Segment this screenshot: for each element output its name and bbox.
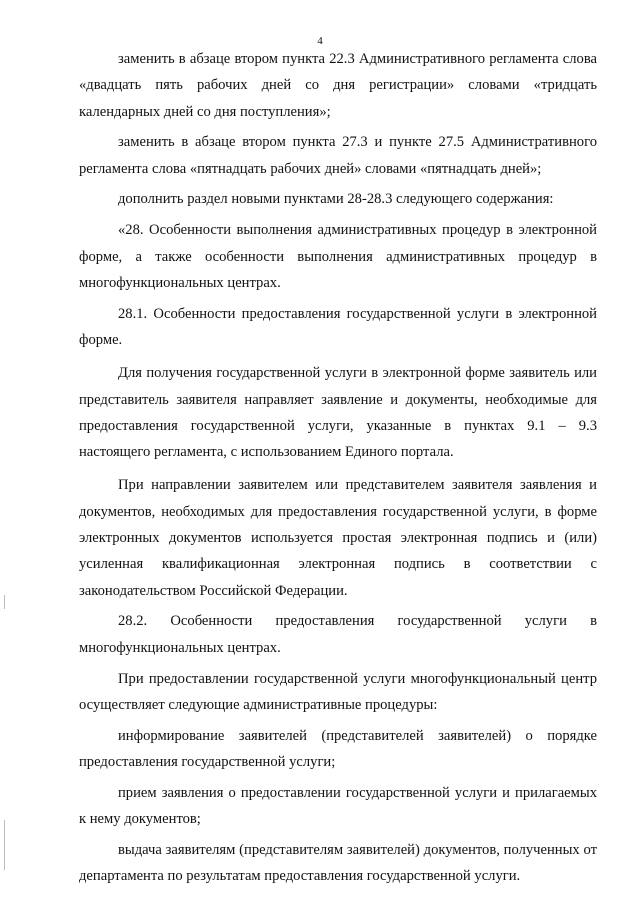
paragraph-electronic-submission: Для получения государственной услуги в электронной форме заявитель или представитель заявителя направляет заявление и документы, необходимые для предоставления государственной услуги, указанные в пунктах 9.1 – 9.3 настоящего регламента, с использованием Единого портала. bbox=[79, 365, 597, 461]
paragraph-issuance: выдача заявителям (представителям заявителей) документов, полученных от департамента по результатам предоставления государственной услуги. bbox=[79, 841, 597, 885]
paragraph-mfc-procedures: При предоставлении государственной услуги многофункциональный центр осуществляет следующие административные процедуры: bbox=[79, 670, 597, 713]
paragraph-28-1-heading: 28.1. Особенности предоставления государственной услуги в электронной форме. bbox=[79, 305, 597, 348]
scan-margin-mark bbox=[4, 595, 5, 609]
paragraph-informing: информирование заявителей (представителей заявителей) о порядке предоставления государственной услуги; bbox=[79, 727, 597, 770]
paragraph-add-section: дополнить раздел новыми пунктами 28-28.3 следующего содержания: bbox=[118, 191, 554, 208]
paragraph-electronic-signature: При направлении заявителем или представителем заявителя заявления и документов, необходимых для предоставления государственной услуги, в форме электронных документов используется простая электронная подпись и (или) усиленная квалификационная электронная подпись в соответствии с законодательством Российской Федерации. bbox=[79, 477, 597, 599]
paragraph-amend-22-3: заменить в абзаце втором пункта 22.3 Административного регламента слова «двадцать пять рабочих дней со дня регистрации» словами «тридцать календарных дней со дня поступления»; bbox=[79, 51, 597, 120]
paragraph-28-2-heading: 28.2. Особенности предоставления государственной услуги в многофункциональных центрах. bbox=[79, 613, 597, 656]
page-number: 4 bbox=[317, 35, 323, 47]
document-body bbox=[79, 46, 597, 889]
scan-margin-mark bbox=[4, 820, 5, 870]
paragraph-amend-27-3: заменить в абзаце втором пункта 27.3 и пункте 27.5 Административного регламента слова «пятнадцать рабочих дней» словами «пятнадцать дней»; bbox=[79, 134, 597, 177]
paragraph-section-28-heading: «28. Особенности выполнения административных процедур в электронной форме, а также особенности выполнения административных процедур в многофункциональных центрах. bbox=[79, 222, 597, 291]
paragraph-reception: прием заявления о предоставлении государственной услуги и прилагаемых к нему документов; bbox=[79, 784, 597, 828]
